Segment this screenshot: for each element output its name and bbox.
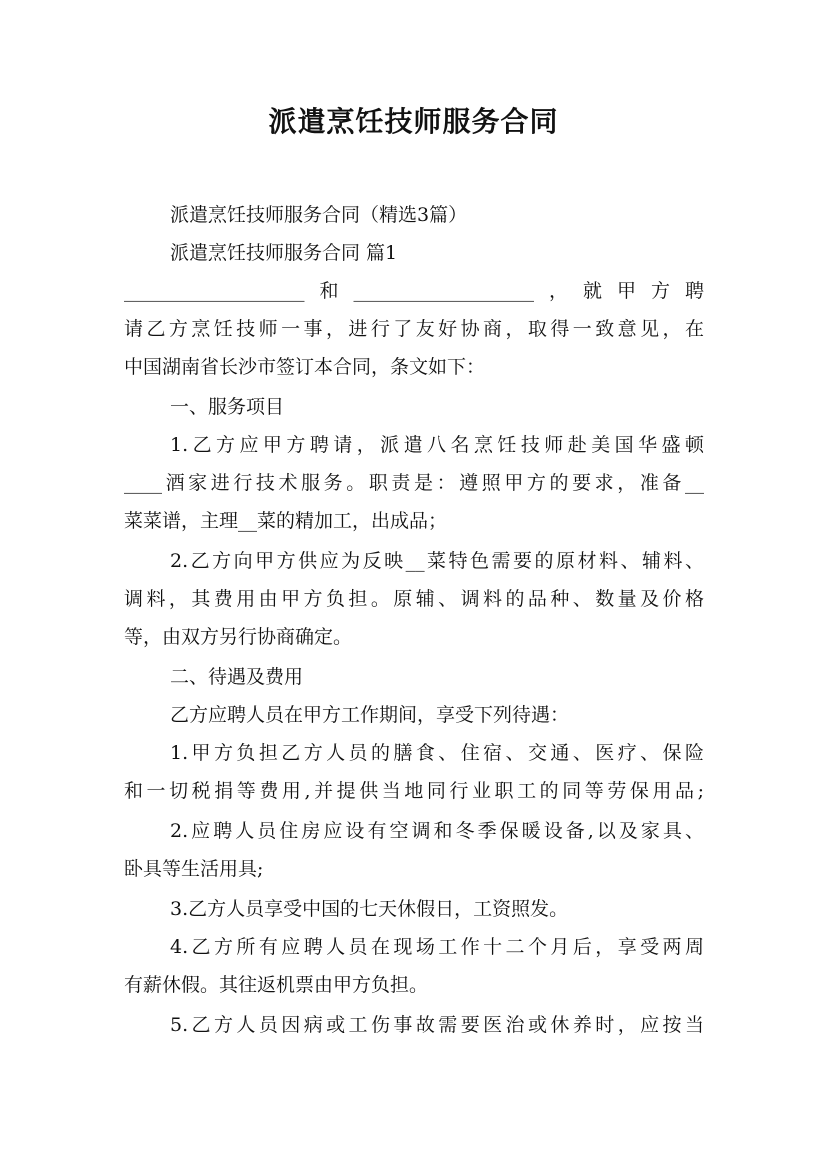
paragraph-line: 2.应聘人员住房应设有空调和冬季保暖设备,以及家具、 [170,820,704,842]
collection-heading: 派遣烹饪技师服务合同（精选3篇） [170,204,468,226]
paragraph-line: 4.乙方所有应聘人员在现场工作十二个月后，享受两周 [170,936,704,958]
paragraph-line: 等，由双方另行协商确定。 [124,626,353,648]
paragraph-line: 菜菜谱，主理__菜的精加工，出成品； [124,510,448,532]
section-heading: 二、待遇及费用 [170,666,304,688]
paragraph-line: 调料，其费用由甲方负担。原辅、调料的品种、数量及价格 [124,588,704,610]
section-heading: 一、服务项目 [170,396,285,418]
paragraph-line: 请乙方烹饪技师一事，进行了友好协商，取得一致意见，在 [124,318,704,340]
paragraph-line: 和一切税捐等费用,并提供当地同行业职工的同等劳保用品; [124,780,704,802]
paragraph-line: 2.乙方向甲方供应为反映__菜特色需要的原材料、辅料、 [170,550,704,572]
paragraph-line: 3.乙方人员享受中国的七天休假日，工资照发。 [170,898,569,920]
paragraph-line: 5.乙方人员因病或工伤事故需要医治或休养时，应按当 [170,1014,704,1036]
article-heading: 派遣烹饪技师服务合同 篇1 [170,242,398,264]
paragraph-line: ___________________和___________________，就甲方聘 [124,280,704,302]
paragraph-line: 1.乙方应甲方聘请，派遣八名烹饪技师赴美国华盛顿 [170,434,704,456]
paragraph-line: 中国湖南省长沙市签订本合同，条文如下： [124,356,486,378]
paragraph-line: ____酒家进行技术服务。职责是：遵照甲方的要求，准备__ [124,472,704,494]
paragraph-line: 乙方应聘人员在甲方工作期间，享受下列待遇： [170,704,570,726]
paragraph-line: 1.甲方负担乙方人员的膳食、住宿、交通、医疗、保险 [170,742,704,764]
paragraph-line: 有薪休假。其往返机票由甲方负担。 [124,974,429,996]
paragraph-line: 卧具等生活用具; [124,858,264,880]
document-title: 派遣烹饪技师服务合同 [268,105,559,138]
